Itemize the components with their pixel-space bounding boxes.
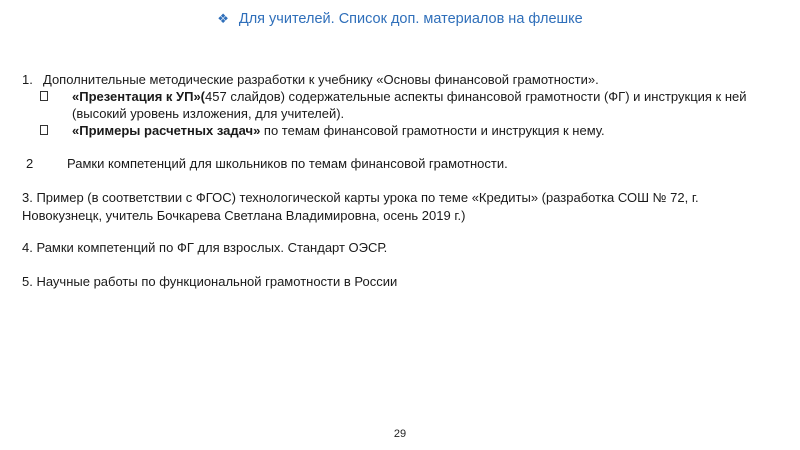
square-bullet-icon xyxy=(40,91,48,101)
subitem-presentation-bold: «Презентация к УП»( xyxy=(72,89,206,104)
item-4-text: 4. Рамки компетенций по ФГ для взрослых. Стандарт ОЭСР. xyxy=(22,240,388,255)
page-number: 29 xyxy=(393,428,407,440)
item-2-text: Рамки компетенций для школьников по темам финансовой грамотности. xyxy=(67,156,508,171)
diamond-bullet-icon: ❖ xyxy=(217,11,229,26)
item-3-line-2: Новокузнецк, учитель Бочкарева Светлана Владимировна, осень 2019 г.) xyxy=(22,208,466,223)
subitem-tasks-bold: «Примеры расчетных задач» xyxy=(72,123,261,138)
slide-title-text: Для учителей. Список доп. материалов на флешке xyxy=(238,11,583,27)
item-1-number: 1. xyxy=(22,72,33,87)
subitem-tasks-text: по темам финансовой грамотности и инструкция к нему. xyxy=(260,123,605,138)
item-3-line-1: 3. Пример (в соответствии с ФГОС) технологической карты урока по теме «Кредиты» (разработка СОШ № 72, г. xyxy=(22,190,699,205)
item-1-text: Дополнительные методические разработки к учебнику «Основы финансовой грамотности». xyxy=(43,72,599,87)
item-2-number: 2 xyxy=(26,156,34,171)
square-bullet-icon xyxy=(40,125,48,135)
item-5-text: 5. Научные работы по функциональной грамотности в России xyxy=(22,274,398,289)
slide-title xyxy=(0,11,800,27)
subitem-presentation-text: 457 слайдов) содержательные аспекты финансовой грамотности (ФГ) и инструкция к ней (высокий уровень изложения, для учителей). xyxy=(72,89,747,121)
